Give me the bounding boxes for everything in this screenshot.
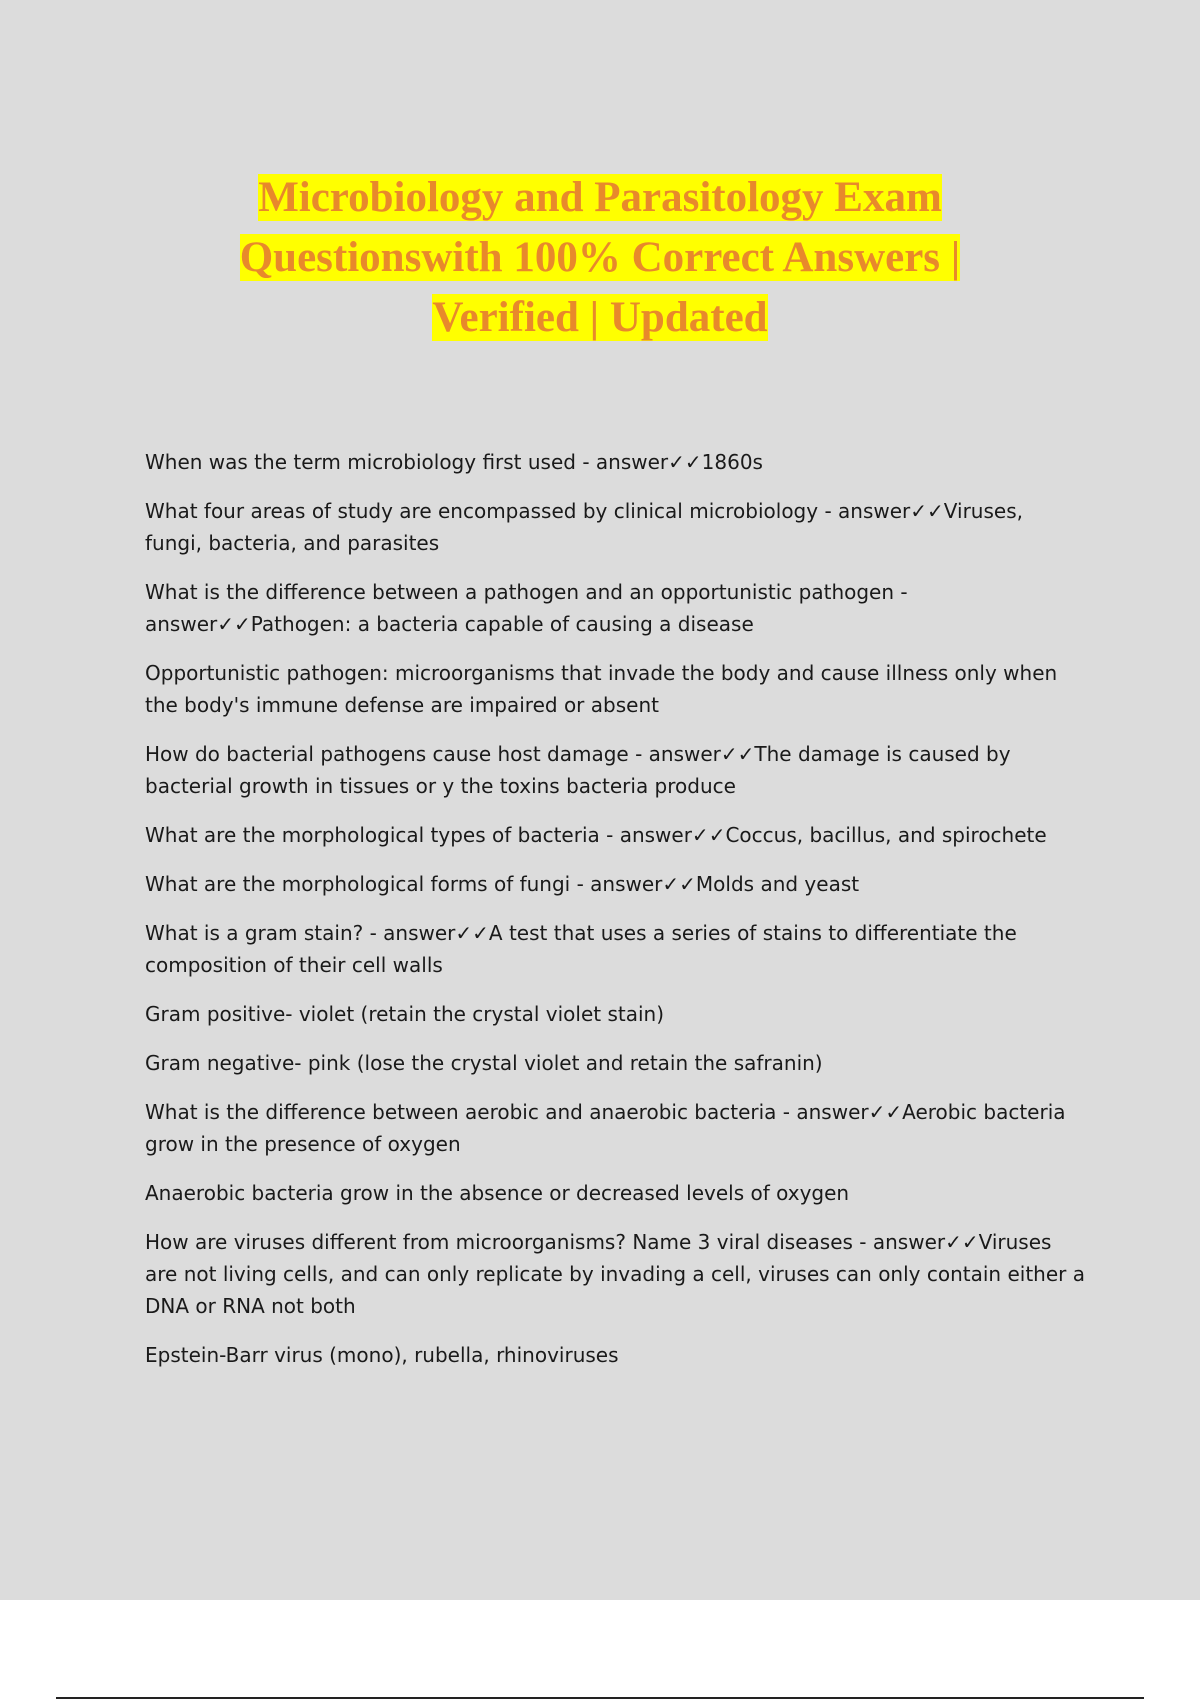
paragraph: When was the term microbiology first used - answer✓✓1860s xyxy=(145,450,763,474)
paragraph: Gram negative- pink (lose the crystal violet and retain the safranin) xyxy=(145,1051,823,1075)
document-title xyxy=(100,168,1100,348)
paragraph: How are viruses different from microorganisms? Name 3 viral diseases - answer✓✓Viruses are not living cells, and can only replicate by invading a cell, viruses can only contain either a DNA or RNA not both xyxy=(145,1230,1085,1318)
paragraph: What are the morphological types of bacteria - answer✓✓Coccus, bacillus, and spirochete xyxy=(145,823,1047,847)
paragraph: What four areas of study are encompassed by clinical microbiology - answer✓✓Viruses, fungi, bacteria, and parasites xyxy=(145,499,1023,555)
paragraph: How do bacterial pathogens cause host damage - answer✓✓The damage is caused by bacterial growth in tissues or y the toxins bacteria produce xyxy=(145,742,1011,798)
paragraph: What is the difference between a pathogen and an opportunistic pathogen - answer✓✓Pathogen: a bacteria capable of causing a disease xyxy=(145,580,908,636)
footer-divider xyxy=(56,1697,1144,1699)
title-line-2: Questionswith 100% Correct Answers | xyxy=(239,234,961,281)
paragraph: Gram positive- violet (retain the crystal violet stain) xyxy=(145,1002,665,1026)
paragraph: Opportunistic pathogen: microorganisms that invade the body and cause illness only when the body's immune defense are impaired or absent xyxy=(145,661,1058,717)
paragraph: What is a gram stain? - answer✓✓A test that uses a series of stains to differentiate the composition of their cell walls xyxy=(145,921,1017,977)
document-body xyxy=(145,446,1085,1388)
paragraph: What is the difference between aerobic and anaerobic bacteria - answer✓✓Aerobic bacteria grow in the presence of oxygen xyxy=(145,1100,1066,1156)
title-line-1: Microbiology and Parasitology Exam xyxy=(258,174,942,221)
title-line-3: Verified | Updated xyxy=(432,294,768,341)
paragraph: Anaerobic bacteria grow in the absence or decreased levels of oxygen xyxy=(145,1181,850,1205)
paragraph: What are the morphological forms of fungi - answer✓✓Molds and yeast xyxy=(145,872,860,896)
paragraph: Epstein-Barr virus (mono), rubella, rhinoviruses xyxy=(145,1343,619,1367)
